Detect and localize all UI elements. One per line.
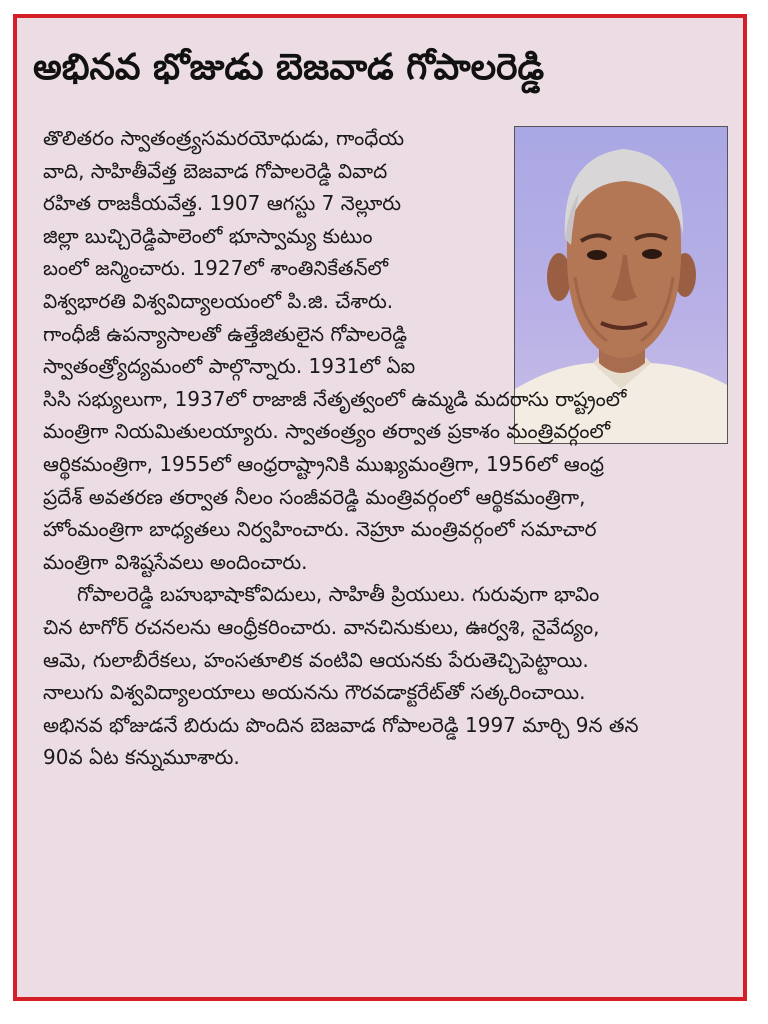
article-line: గాంధీజీ ఉపన్యాసాలతో ఉత్తేజితులైన గోపాలరెడ్డి: [43, 321, 408, 346]
article-line: తొలితరం స్వాతంత్ర్యసమరయోధుడు, గాంధేయ: [43, 126, 405, 150]
article-line: హోంమంత్రిగా బాధ్యతలు నిర్వహించారు. నెహ్రూ మంత్రివర్గంలో సమాచార: [43, 517, 597, 542]
article-line: స్వాతంత్ర్యోద్యమంలో పాల్గొన్నారు. 1931లో ఏఐ: [43, 354, 416, 379]
article-paragraph: [43, 578, 743, 774]
article-line: ప్రదేశ్ అవతరణ తర్వాత నీలం సంజీవరెడ్డి మంత్రివర్గంలో ఆర్థికమంత్రిగా,: [43, 484, 586, 509]
article-line: ఆర్థికమంత్రిగా, 1955లో ఆంధ్రరాష్ట్రానికి ముఖ్యమంత్రిగా, 1956లో ఆంధ్ర: [43, 451, 605, 476]
article-line: మంత్రిగా నియమితులయ్యారు. స్వాతంత్ర్యం తర్వాత ప్రకాశం మంత్రివర్గంలో: [43, 419, 611, 444]
article-line: మంత్రిగా విశిష్టసేవలు అందించారు.: [43, 549, 308, 574]
article-line: వాది, సాహితీవేత్త బెజవాడ గోపాలరెడ్డి వివాద: [43, 158, 388, 183]
article-line: సిసి సభ్యులుగా, 1937లో రాజాజీ నేతృత్వంలో ఉమ్మడి మదరాసు రాష్ట్రంలో: [43, 386, 627, 411]
article-line: 90వ ఏట కన్నుమూశారు.: [43, 745, 240, 770]
article-title: అభినవ భోజుడు బెజవాడ గోపాలరెడ్డి: [33, 47, 545, 88]
article-line: నాలుగు విశ్వవిద్యాలయాలు అయనను గౌరవడాక్టరేట్‌తో సత్కరించాయి.: [43, 680, 586, 705]
article-paragraph: [43, 122, 743, 578]
article-line: చిన టాగోర్ రచనలను ఆంధ్రీకరించారు. వానచినుకులు, ఊర్వశి, నైవేద్యం,: [43, 614, 600, 639]
article-line: జిల్లా బుచ్చిరెడ్డిపాలెంలో భూస్వామ్య కుటుం: [43, 223, 373, 248]
article-frame: [13, 14, 747, 1001]
article-line: బంలో జన్మించారు. 1927లో శాంతినికేతన్‌లో: [43, 256, 389, 281]
article-line: ఆమె, గులాబీరేకలు, హంసతూలిక వంటివి ఆయనకు పేరుతెచ్చిపెట్టాయి.: [43, 647, 589, 672]
article-line: అభినవ భోజుడనే బిరుదు పొందిన బెజవాడ గోపాలరెడ్డి 1997 మార్చి 9న తన: [43, 712, 639, 737]
article-line: రహిత రాజకీయవేత్త. 1907 ఆగస్టు 7 నెల్లూరు: [43, 191, 402, 216]
article-body: [43, 122, 743, 774]
article-line: విశ్వభారతి విశ్వవిద్యాలయంలో పి.జి. చేశారు.: [43, 288, 394, 313]
article-line: గోపాలరెడ్డి బహుభాషాకోవిదులు, సాహితీ ప్రియులు. గురువుగా భావిం: [77, 582, 600, 607]
